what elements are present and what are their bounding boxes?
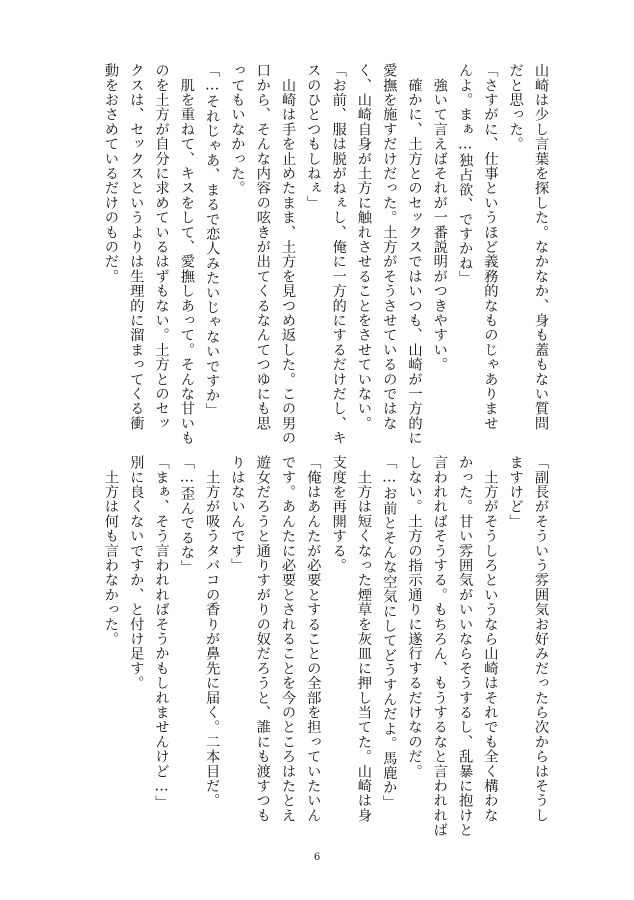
text-line: 土方が吸うタバコの香りが鼻先に届く。二本目だ。 xyxy=(204,455,221,808)
text-line: 土方は短くなった煙草を灰皿に押し当てた。山崎は身 xyxy=(355,455,372,823)
text-line: 「…お前とそんな空気にしてどうすんだよ。馬鹿か」 xyxy=(381,455,398,810)
text-line: く、山崎自身が土方に触れさせることをさせていない。 xyxy=(355,63,372,431)
text-line: しない。土方の指示通りに遂行するだけなのだ。 xyxy=(406,455,423,779)
text-line: 山崎は手を止めたまま、土方を見つめ返した。この男の xyxy=(280,63,297,446)
text-line: 「さすがに、仕事というほど義務的なものじゃありませ xyxy=(482,63,499,431)
text-line: 「まぁ、そう言われればそうかもしれませんけど…」 xyxy=(153,455,170,810)
text-line: 「副長がそういう雰囲気お好みだったら次からはそうし xyxy=(533,455,549,823)
text-line: 山崎は少し言葉を探した。なかなか、身も蓋もない質問 xyxy=(533,63,549,431)
lower-text-block xyxy=(76,455,553,838)
text-line: 「…歪んでるな」 xyxy=(178,455,195,575)
text-line: 「…それじゃあ、まるで恋人みたいじゃないですか」 xyxy=(204,63,221,418)
text-line: 「俺はあんたが必要とすることの全部を担っていたいん xyxy=(305,455,322,823)
text-line: りはないんです」 xyxy=(229,455,246,573)
text-line: 強いて言えばそれが一番説明がつきやすい。 xyxy=(431,63,448,372)
text-line: 肌を重ねて、キスをして、愛撫しあって。そんな甘いも xyxy=(178,63,195,446)
text-line: です。あんたに必要とされることを今のところはたとえ xyxy=(280,455,297,823)
text-line: 土方がそうしろというなら山崎はそれでも全く構わな xyxy=(482,455,499,823)
text-line: スのひとつもしねぇ」 xyxy=(305,63,322,210)
text-line: かった。甘い雰囲気がいいならそうするし、乱暴に抱けと xyxy=(457,455,474,838)
text-line: 口から、そんな内容の呟きが出てくるなんてつゆにも思 xyxy=(254,63,271,431)
upper-text-block xyxy=(76,63,553,446)
text-line: 「お前、服は脱がねぇし、俺に一方的にするだけだし、キ xyxy=(330,63,347,446)
text-line: 愛撫を施すだけだった。土方がそうさせているのではな xyxy=(381,63,398,431)
text-line: 言われればそうする。もちろん、もうするなと言われれば xyxy=(431,455,448,838)
text-line: 遊女だろうと通りすがりの奴だろうと、誰にも渡すつも xyxy=(254,455,271,823)
page-number: 6 xyxy=(313,852,321,863)
text-line: だと思った。 xyxy=(507,63,524,152)
text-line: ってもいなかった。 xyxy=(229,63,246,196)
text-line: ますけど」 xyxy=(507,455,524,529)
text-line: のを土方が自分に求めているはずもない。土方とのセッ xyxy=(153,63,170,431)
text-line: 支度を再開する。 xyxy=(330,455,347,573)
text-line: クスは、セックスというよりは生理的に溜まってくる衝 xyxy=(128,63,145,431)
text-line: 確かに、土方とのセックスではいつも、山崎が一方的に xyxy=(406,63,423,446)
text-line: 別に良くないですか、と付け足す。 xyxy=(128,455,145,691)
text-line: 土方は何も言わなかった。 xyxy=(102,455,119,647)
text-line: 動をおさめているだけのものだ。 xyxy=(102,63,119,284)
text-line: んよ。まぁ…独占欲、ですかね」 xyxy=(457,63,474,286)
